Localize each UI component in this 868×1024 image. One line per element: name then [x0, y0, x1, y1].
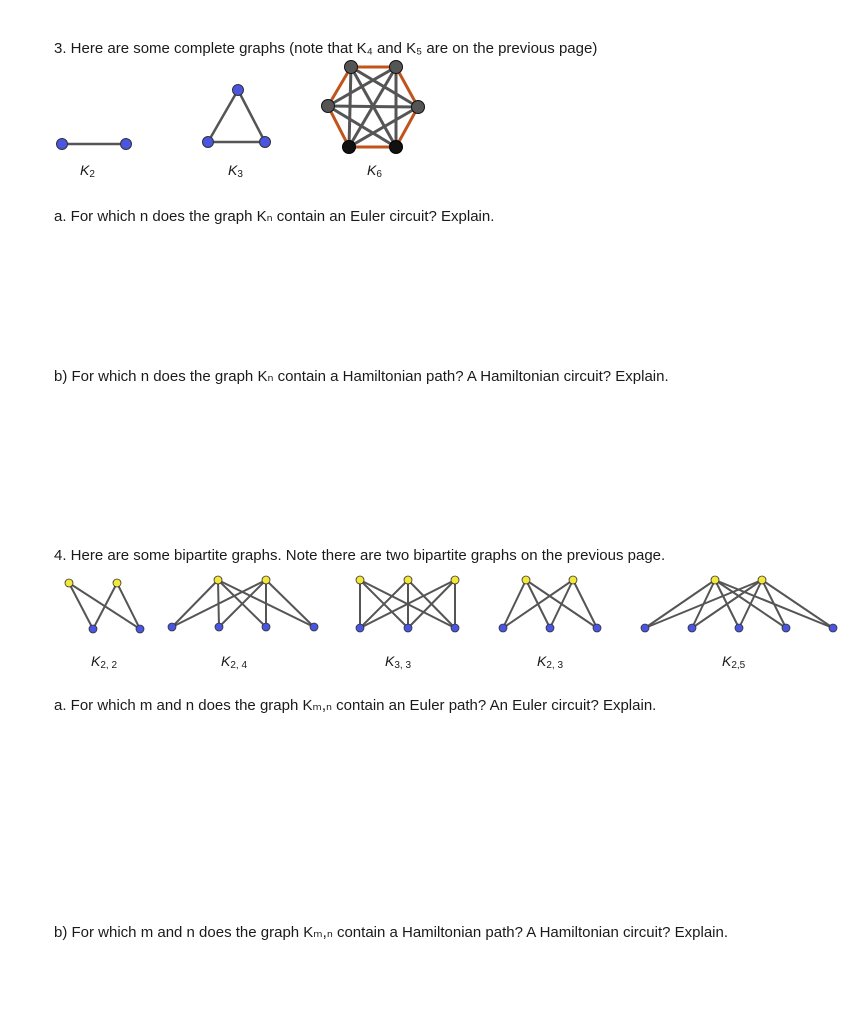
- blue-node: [356, 624, 364, 632]
- k24-edge: [172, 580, 218, 627]
- blue-node: [404, 624, 412, 632]
- k2-node: [121, 139, 132, 150]
- yellow-node: [65, 579, 73, 587]
- q4-heading: 4. Here are some bipartite graphs. Note there are two bipartite graphs on the previous page.: [54, 547, 666, 564]
- k6-node: [412, 101, 425, 114]
- k22-label: $K_{2, 2}$: [91, 653, 118, 671]
- yellow-node: [113, 579, 121, 587]
- q3-part-a: a. For which n does the graph Kₙ contain an Euler circuit? Explain.: [54, 208, 495, 225]
- k23-label: $K_{2, 3}$: [537, 653, 564, 671]
- k6-edge: [328, 106, 418, 107]
- blue-node: [641, 624, 649, 632]
- yellow-node: [451, 576, 459, 584]
- k2-graph: [57, 139, 132, 150]
- blue-node: [499, 624, 507, 632]
- yellow-node: [262, 576, 270, 584]
- blue-node: [168, 623, 176, 631]
- yellow-node: [356, 576, 364, 584]
- yellow-node: [758, 576, 766, 584]
- q4-part-b: b) For which m and n does the graph Kₘ,ₙ contain a Hamiltonian path? A Hamiltonian circuit? Explain.: [54, 924, 729, 941]
- k3-node: [203, 137, 214, 148]
- k6-node: [390, 141, 403, 154]
- k3-node: [260, 137, 271, 148]
- k6-node: [343, 141, 356, 154]
- blue-node: [262, 623, 270, 631]
- blue-node: [136, 625, 144, 633]
- k3-graph: [203, 85, 271, 148]
- k3-edge: [238, 90, 265, 142]
- k2-label: $K_2$: [80, 162, 95, 180]
- k22-edge: [93, 583, 117, 629]
- blue-node: [735, 624, 743, 632]
- blue-node: [310, 623, 318, 631]
- k6-node: [390, 61, 403, 74]
- yellow-node: [522, 576, 530, 584]
- q4-part-a: a. For which m and n does the graph Kₘ,ₙ contain an Euler path? An Euler circuit? Explain.: [54, 697, 657, 714]
- k2-node: [57, 139, 68, 150]
- q3-part-b: b) For which n does the graph Kₙ contain a Hamiltonian path? A Hamiltonian circuit? Explain.: [54, 368, 669, 385]
- k24-label: $K_{2, 4}$: [221, 653, 248, 671]
- k6-label: $K_6$: [367, 162, 382, 180]
- yellow-node: [569, 576, 577, 584]
- bipartite-edges: [69, 580, 833, 629]
- k6-node: [322, 100, 335, 113]
- blue-node: [593, 624, 601, 632]
- k3-edge: [208, 90, 238, 142]
- q3-heading: 3. Here are some complete graphs (note that K₄ and K₅ are on the previous page): [54, 40, 598, 57]
- blue-node: [89, 625, 97, 633]
- blue-node: [829, 624, 837, 632]
- k24-edge: [266, 580, 314, 627]
- blue-node: [782, 624, 790, 632]
- k6-graph: [322, 61, 425, 154]
- blue-node: [688, 624, 696, 632]
- blue-node: [546, 624, 554, 632]
- k6-node: [345, 61, 358, 74]
- yellow-node: [711, 576, 719, 584]
- blue-node: [215, 623, 223, 631]
- yellow-node: [214, 576, 222, 584]
- blue-node: [451, 624, 459, 632]
- k25-label: $K_{2,5}$: [722, 653, 746, 671]
- k3-label: $K_3$: [228, 162, 243, 180]
- k33-label: $K_{3, 3}$: [385, 653, 412, 671]
- yellow-node: [404, 576, 412, 584]
- k3-node: [233, 85, 244, 96]
